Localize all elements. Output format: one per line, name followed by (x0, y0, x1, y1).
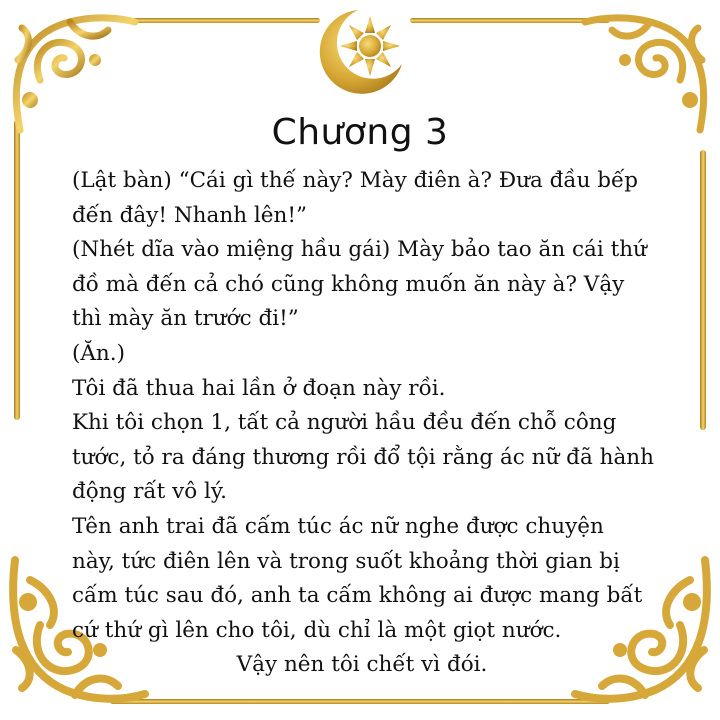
text-line: (Ăn.) (72, 340, 125, 366)
frame-right-border (700, 150, 706, 430)
page-title: Chương 3 (271, 112, 449, 153)
text-line: Tên anh trai đã cấm túc ác nữ nghe được chuyện (72, 513, 604, 539)
text-line: thì mày ăn trước đi!” (72, 306, 299, 332)
text-line: cứ thứ gì lên cho tôi, dù chỉ là một giọt nước. (72, 617, 562, 643)
sun-moon-emblem-icon (310, 2, 410, 102)
text-line: cấm túc sau đó, anh ta cấm không ai được mang bất (72, 583, 643, 609)
frame-bottom-border (110, 699, 610, 704)
frame-top-left-border (120, 18, 320, 23)
chapter-text (72, 164, 692, 683)
text-line: Tôi đã thua hai lần ở đoạn này rồi. (72, 375, 446, 401)
text-line: đồ mà đến cả chó cũng không muốn ăn này à? Vậy (72, 271, 625, 297)
text-line: này, tức điên lên và trong suốt khoảng thời gian bị (72, 548, 620, 574)
text-line: (Lật bàn) “Cái gì thế này? Mày điên à? Đưa đầu bếp (72, 168, 639, 193)
closing-line: Vậy nên tôi chết vì đói. (236, 652, 488, 678)
frame-left-border (14, 120, 20, 420)
text-line: (Nhét dĩa vào miệng hầu gái) Mày bảo tao ăn cái thứ (72, 237, 647, 263)
text-line: động rất vô lý. (72, 479, 228, 505)
text-line: đến đây! Nhanh lên!” (72, 202, 307, 228)
text-line: tước, tỏ ra đáng thương rồi đổ tội rằng ác nữ đã hành (72, 444, 654, 470)
text-line: Khi tôi chọn 1, tất cả người hầu đều đến chỗ công (72, 410, 617, 436)
